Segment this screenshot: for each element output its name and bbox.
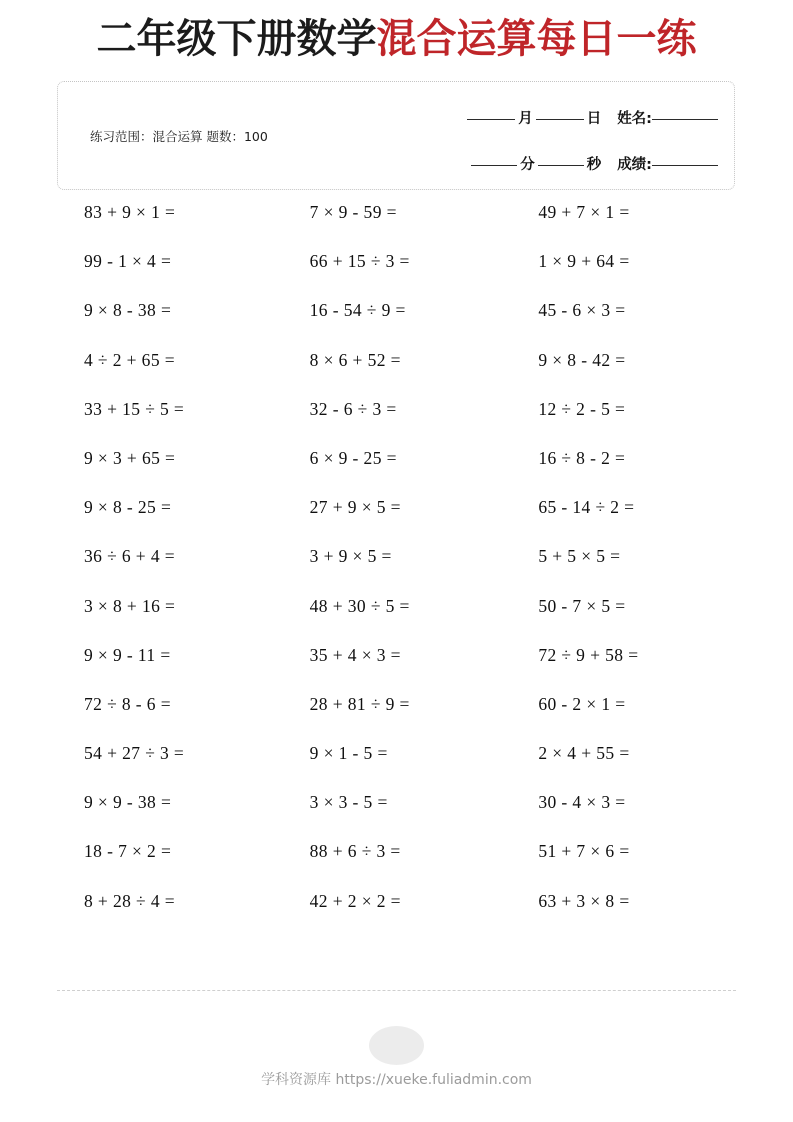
problem-expression[interactable]: 88 + 6 ÷ 3 =: [309, 841, 401, 862]
problem-expression[interactable]: 49 + 7 × 1 =: [538, 202, 630, 222]
problem-expression[interactable]: 9 × 3 + 65 =: [84, 447, 176, 468]
problem-cell: [57, 890, 284, 912]
score-label: 成绩:: [617, 157, 652, 173]
problem-cell: [510, 840, 737, 862]
time-field-line: [398, 142, 718, 188]
minute-blank[interactable]: [471, 165, 517, 166]
problem-cell: [57, 693, 284, 715]
problem-expression[interactable]: 72 ÷ 9 + 58 =: [538, 644, 639, 665]
problem-expression[interactable]: 66 + 15 ÷ 3 =: [309, 251, 410, 272]
problem-expression[interactable]: 54 + 27 ÷ 3 =: [84, 743, 185, 764]
problem-cell: [510, 890, 737, 912]
minute-unit-label: 分: [520, 157, 535, 173]
problem-expression[interactable]: 4 ÷ 2 + 65 =: [84, 349, 176, 370]
page-title-red-part: 混合运算每日一练: [376, 16, 697, 62]
problem-cell: [510, 201, 737, 223]
problem-expression[interactable]: 3 × 8 + 16 =: [84, 595, 176, 616]
problem-row: [57, 545, 737, 594]
day-unit-label: 日: [586, 111, 602, 127]
page-title-black-part: 二年级下册数学: [96, 16, 377, 62]
problem-expression[interactable]: 6 × 9 - 25 =: [309, 447, 397, 468]
problem-row: [57, 398, 737, 447]
problem-cell: [510, 742, 737, 764]
problem-cell: [510, 398, 737, 420]
problem-expression[interactable]: 72 ÷ 8 - 6 =: [84, 693, 171, 714]
problem-cell: [57, 496, 284, 518]
problem-cell: [57, 644, 284, 666]
problem-expression[interactable]: 51 + 7 × 6 =: [538, 841, 630, 862]
problem-cell: [510, 496, 737, 518]
name-blank[interactable]: [652, 119, 718, 120]
problem-expression[interactable]: 36 ÷ 6 + 4 =: [84, 546, 176, 567]
problem-cell: [57, 742, 284, 764]
problem-cell: [284, 201, 511, 223]
problem-grid: [57, 201, 737, 939]
problem-expression[interactable]: 9 × 9 - 11 =: [84, 644, 171, 665]
day-blank[interactable]: [536, 119, 584, 120]
problem-cell: [284, 791, 511, 813]
problem-expression[interactable]: 28 + 81 ÷ 9 =: [309, 693, 410, 714]
problem-cell: [510, 644, 737, 666]
second-unit-label: 秒: [586, 157, 602, 173]
footer-credit: 学科资源库 https://xueke.fuliadmin.com: [261, 1072, 532, 1088]
problem-cell: [57, 595, 284, 617]
problem-expression[interactable]: 8 × 6 + 52 =: [309, 349, 401, 370]
problem-row: [57, 496, 737, 545]
problem-cell: [284, 644, 511, 666]
problem-expression[interactable]: 1 × 9 + 64 =: [538, 251, 630, 272]
problem-expression[interactable]: 9 × 8 - 25 =: [84, 497, 172, 518]
problem-cell: [57, 349, 284, 371]
problem-row: [57, 742, 737, 791]
problem-expression[interactable]: 12 ÷ 2 - 5 =: [538, 398, 626, 419]
month-unit-label: 月: [518, 111, 533, 127]
score-blank[interactable]: [652, 165, 718, 166]
problem-cell: [510, 447, 737, 469]
practice-scope-text: 练习范围：混合运算 题数：100: [90, 129, 268, 144]
problem-expression[interactable]: 9 × 1 - 5 =: [309, 743, 388, 764]
problem-expression[interactable]: 65 - 14 ÷ 2 =: [538, 497, 635, 518]
problem-cell: [284, 299, 511, 321]
problem-cell: [510, 349, 737, 371]
problem-expression[interactable]: 7 × 9 - 59 =: [309, 202, 397, 222]
problem-cell: [510, 595, 737, 617]
problem-cell: [57, 447, 284, 469]
problem-expression[interactable]: 16 ÷ 8 - 2 =: [538, 447, 626, 468]
problem-row: [57, 791, 737, 840]
problem-cell: [284, 496, 511, 518]
problem-row: [57, 890, 737, 939]
problem-expression[interactable]: 9 × 9 - 38 =: [84, 792, 172, 813]
problem-cell: [57, 840, 284, 862]
month-blank[interactable]: [467, 119, 515, 120]
problem-expression[interactable]: 5 + 5 × 5 =: [538, 546, 621, 567]
problem-expression[interactable]: 8 + 28 ÷ 4 =: [84, 890, 176, 911]
problem-cell: [284, 398, 511, 420]
problem-cell: [57, 201, 284, 223]
problem-cell: [284, 250, 511, 272]
problem-expression[interactable]: 35 + 4 × 3 =: [309, 644, 401, 665]
problem-cell: [284, 693, 511, 715]
problem-row: [57, 840, 737, 889]
problem-expression[interactable]: 60 - 2 × 1 =: [538, 693, 626, 714]
student-fields: [398, 96, 718, 188]
second-blank[interactable]: [538, 165, 584, 166]
problem-cell: [510, 693, 737, 715]
problem-cell: [284, 349, 511, 371]
problem-cell: [510, 791, 737, 813]
problem-cell: [284, 840, 511, 862]
page-title: [0, 14, 793, 64]
problem-cell: [510, 299, 737, 321]
problem-expression[interactable]: 50 - 7 × 5 =: [538, 595, 626, 616]
problem-row: [57, 447, 737, 496]
problem-row: [57, 201, 737, 250]
problem-cell: [284, 447, 511, 469]
problem-cell: [284, 595, 511, 617]
problem-expression[interactable]: 2 × 4 + 55 =: [538, 743, 630, 764]
problem-cell: [57, 250, 284, 272]
date-field-line: [398, 96, 718, 142]
problem-expression[interactable]: 3 + 9 × 5 =: [309, 546, 392, 567]
problem-row: [57, 644, 737, 693]
problem-expression[interactable]: 83 + 9 × 1 =: [84, 202, 176, 222]
problem-cell: [510, 545, 737, 567]
worksheet-info-box: [57, 81, 735, 190]
footer-divider: [57, 990, 736, 991]
problem-expression[interactable]: 42 + 2 × 2 =: [309, 890, 401, 911]
problem-expression[interactable]: 30 - 4 × 3 =: [538, 792, 626, 813]
problem-cell: [510, 250, 737, 272]
problem-cell: [284, 742, 511, 764]
problem-row: [57, 299, 737, 348]
problem-row: [57, 595, 737, 644]
problem-expression[interactable]: 16 - 54 ÷ 9 =: [309, 300, 406, 321]
problem-expression[interactable]: 45 - 6 × 3 =: [538, 300, 626, 321]
problem-cell: [57, 791, 284, 813]
problem-row: [57, 693, 737, 742]
problem-row: [57, 349, 737, 398]
problem-expression[interactable]: 99 - 1 × 4 =: [84, 251, 172, 272]
problem-expression[interactable]: 27 + 9 × 5 =: [309, 497, 401, 518]
problem-expression[interactable]: 63 + 3 × 8 =: [538, 890, 630, 911]
footer-decoration-blob: [369, 1026, 424, 1065]
problem-expression[interactable]: 48 + 30 ÷ 5 =: [309, 595, 410, 616]
problem-expression[interactable]: 18 - 7 × 2 =: [84, 841, 172, 862]
name-label: 姓名:: [617, 111, 652, 127]
problem-expression[interactable]: 9 × 8 - 38 =: [84, 300, 172, 321]
problem-expression[interactable]: 32 - 6 ÷ 3 =: [309, 398, 397, 419]
problem-expression[interactable]: 9 × 8 - 42 =: [538, 349, 626, 370]
problem-cell: [284, 890, 511, 912]
problem-cell: [284, 545, 511, 567]
problem-cell: [57, 299, 284, 321]
problem-row: [57, 250, 737, 299]
problem-expression[interactable]: 33 + 15 ÷ 5 =: [84, 398, 185, 419]
problem-expression[interactable]: 3 × 3 - 5 =: [309, 792, 388, 813]
problem-cell: [57, 398, 284, 420]
problem-cell: [57, 545, 284, 567]
